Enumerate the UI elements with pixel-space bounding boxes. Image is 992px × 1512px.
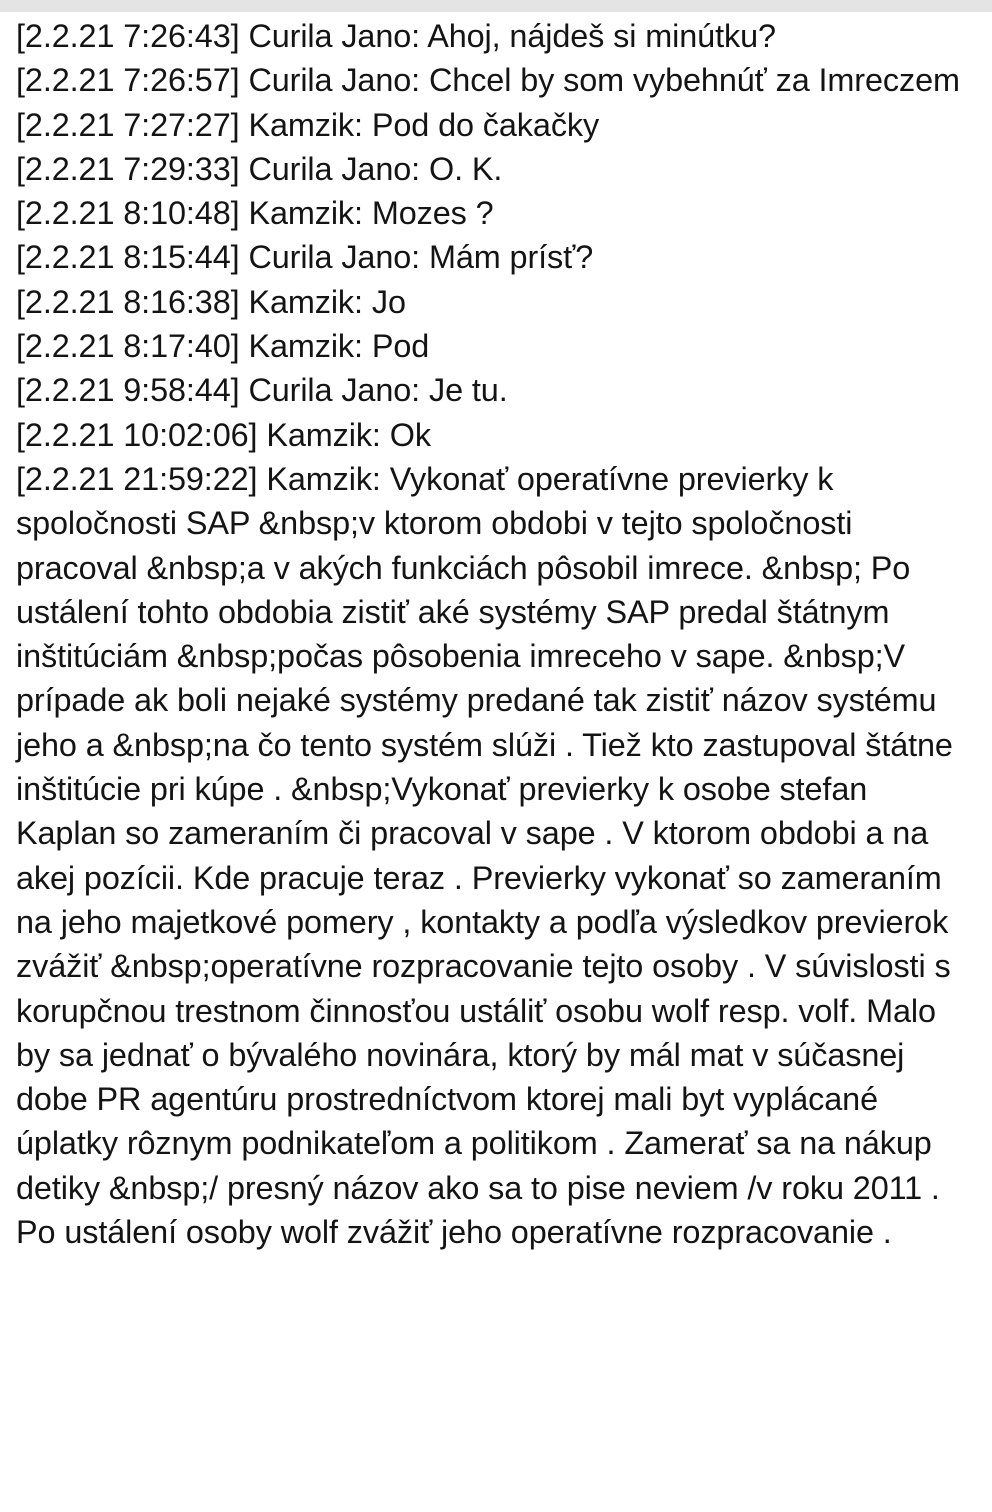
message-timestamp: [2.2.21 7:26:57] [16,62,240,99]
chat-message [16,14,976,58]
message-text: Pod do čakačky [371,106,600,143]
message-text: Ahoj, nájdeš si minútku? [427,18,776,54]
message-sender: Kamzik: [266,416,381,453]
message-timestamp: [2.2.21 21:59:22] [16,460,258,497]
message-text: Jo [371,283,406,320]
message-sender: Curila Jano: [248,62,421,99]
chat-message [16,235,976,279]
message-text: Ok [389,416,431,453]
message-text: Mozes ? [371,195,494,232]
message-timestamp: [2.2.21 7:29:33] [16,150,240,187]
chat-message [16,324,976,368]
message-timestamp: [2.2.21 7:27:27] [16,106,240,143]
message-timestamp: [2.2.21 7:26:43] [16,18,240,54]
top-edge-bar [0,0,992,12]
chat-log [16,14,976,1254]
chat-message [16,58,976,102]
message-timestamp: [2.2.21 8:15:44] [16,239,240,276]
message-timestamp: [2.2.21 8:17:40] [16,328,240,365]
chat-message [16,457,976,1254]
message-sender: Curila Jano: [248,150,421,187]
message-text: Vykonať operatívne previerky k spoločnosti SAP &nbsp;v ktorom obdobi v tejto spoločnosti pracoval &nbsp;a v akých funkciách pôsobil imrece. &nbsp; Po ustálení tohto obdobia zistiť aké systémy SAP predal štátnym inštitúciám &nbsp;počas pôsobenia imreceho v sape. &nbsp;V prípade ak boli nejaké systémy predané tak zistiť názov systému jeho a &nbsp;na čo tento systém slúži . Tiež kto zastupoval štátne inštitúcie pri kúpe . &nbsp;Vykonať previerky k osobe stefan Kaplan so zameraním či pracoval v sape . V ktorom obdobi a na akej pozícii. Kde pracuje teraz . Previerky vykonať so zameraním na jeho majetkové pomery , kontakty a podľa výsledkov previerok zvážiť &nbsp;operatívne rozpracovanie tejto osoby . V súvislosti s korupčnou trestnom činnosťou ustáliť osobu wolf resp. volf. Malo by sa jednať o bývalého novinára, ktorý by mál mat v súčasnej dobe PR agentúru prostredníctvom ktorej mali byt vyplácané úplatky rôznym podnikateľom a politikom . Zamerať sa na nákup detiky &nbsp;/ presný názov ako sa to pise neviem /v roku 2011 . Po ustálení osoby wolf zvážiť jeho operatívne rozpracovanie . [16,460,953,1251]
chat-message [16,191,976,235]
message-timestamp: [2.2.21 10:02:06] [16,416,258,453]
message-sender: Kamzik: [248,328,363,365]
chat-message [16,280,976,324]
message-sender: Curila Jano: [248,372,421,409]
message-timestamp: [2.2.21 8:16:38] [16,283,240,320]
chat-message [16,368,976,412]
message-sender: Kamzik: [248,283,363,320]
message-timestamp: [2.2.21 8:10:48] [16,195,240,232]
message-sender: Curila Jano: [248,18,421,54]
message-timestamp: [2.2.21 9:58:44] [16,372,240,409]
message-text: Chcel by som vybehnúť za Imreczem [428,62,960,99]
chat-message [16,103,976,147]
message-text: Pod [371,328,430,365]
chat-message [16,413,976,457]
message-text: Je tu. [428,372,508,409]
chat-message [16,147,976,191]
message-sender: Kamzik: [248,106,363,143]
message-text: Mám prísť? [428,239,594,276]
message-sender: Curila Jano: [248,239,421,276]
message-sender: Kamzik: [266,460,381,497]
message-sender: Kamzik: [248,195,363,232]
message-text: O. K. [428,150,503,187]
